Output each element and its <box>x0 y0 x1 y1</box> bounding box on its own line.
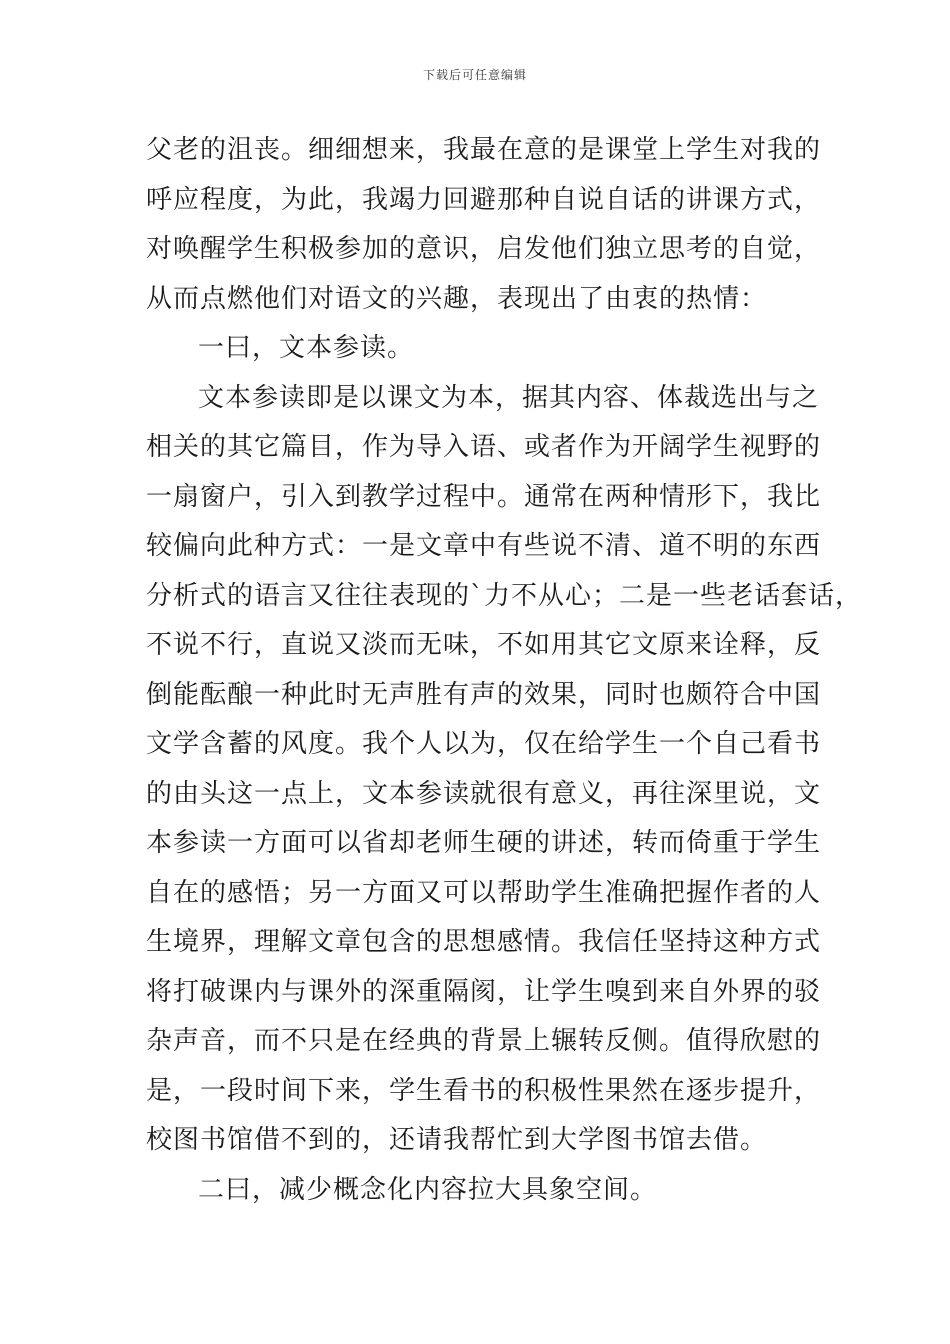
text-line: 父老的沮丧。细细想来，我最在意的是课堂上学生对我的 <box>146 135 822 165</box>
text-line: 生境界，理解文章包含的思想感情。我信任坚持这种方式 <box>146 927 822 957</box>
text-line: 二曰，减少概念化内容拉大具象空间。 <box>198 1174 658 1205</box>
text-line: 自在的感悟；另一方面又可以帮助学生准确把握作者的人 <box>146 877 822 908</box>
text-line: 的由头这一点上，文本参读就很有意义，再往深里说，文 <box>146 778 822 809</box>
text-line: 不说不行，直说又淡而无味，不如用其它文原来诠释，反 <box>146 630 822 660</box>
text-line: 杂声音，而不只是在经典的背景上辗转反侧。值得欣慰的 <box>146 1026 822 1056</box>
document-body <box>146 126 863 1215</box>
text-line: 倒能酝酿一种此时无声胜有声的效果，同时也颇符合中国 <box>146 679 822 710</box>
text-line: 文学含蓄的风度。我个人以为，仅在给学生一个自己看书 <box>146 729 822 759</box>
text-line: 较偏向此种方式：一是文章中有些说不清、道不明的东西 <box>146 531 822 561</box>
text-line: 本参读一方面可以省却老师生硬的讲述，转而倚重于学生 <box>146 828 822 858</box>
text-line: 对唤醒学生积极参加的意识，启发他们独立思考的自觉， <box>146 234 822 264</box>
text-line: 分析式的语言又往往表现的`力不从心；二是一些老话套话， <box>146 580 863 611</box>
text-line: 一扇窗户，引入到教学过程中。通常在两种情形下，我比 <box>146 481 822 512</box>
text-line: 相关的其它篇目，作为导入语、或者作为开阔学生视野的 <box>146 432 822 462</box>
text-line: 从而点燃他们对语文的兴趣，表现出了由衷的热情： <box>146 283 768 314</box>
text-line: 文本参读即是以课文为本，据其内容、体裁选出与之 <box>198 382 820 413</box>
text-line: 一曰，文本参读。 <box>198 333 415 363</box>
text-line: 校图书馆借不到的，还请我帮忙到大学图书馆去借。 <box>146 1125 768 1155</box>
text-line: 是，一段时间下来，学生看书的积极性果然在逐步提升， <box>146 1075 822 1106</box>
text-line: 将打破课内与课外的深重隔阂，让学生嗅到来自外界的驳 <box>146 976 822 1007</box>
text-line: 呼应程度，为此，我竭力回避那种自说自话的讲课方式， <box>146 184 822 215</box>
page-header: 下载后可任意编辑 <box>422 68 527 82</box>
